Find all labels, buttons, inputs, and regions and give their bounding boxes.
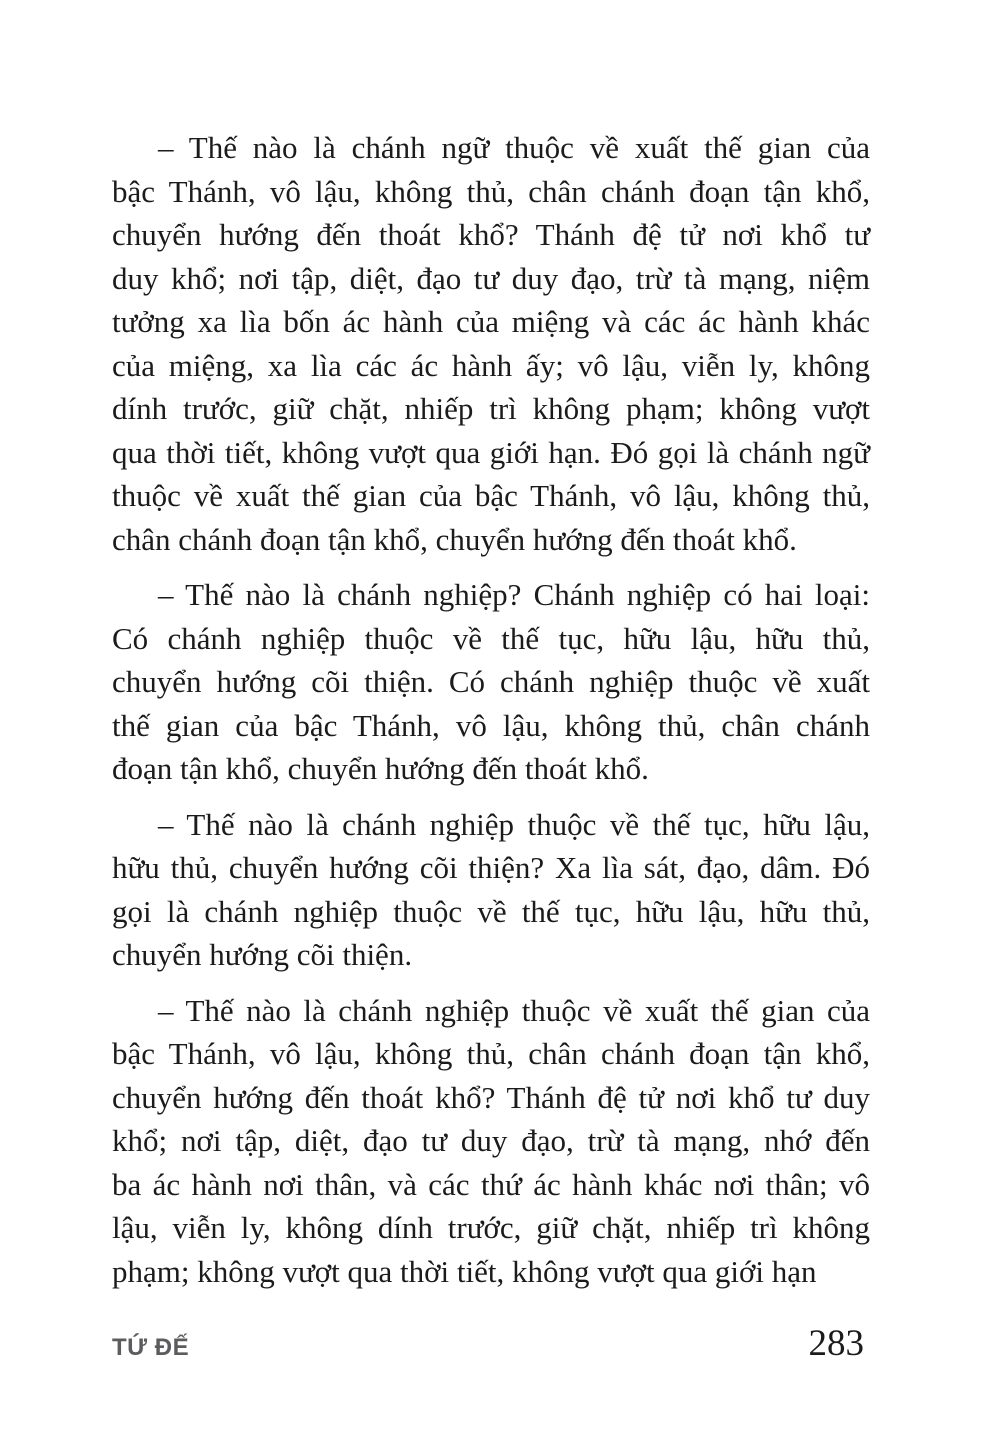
text-line: phạm; không vượt qua thời tiết, không vượt qua giới hạn xyxy=(112,1253,817,1289)
text-line: chuyển hướng đến thoát khổ? Thánh đệ tử nơi khổ tư duy xyxy=(112,1079,870,1115)
text-line: gọi là chánh nghiệp thuộc về thế tục, hữu lậu, hữu thủ, xyxy=(112,893,870,929)
text-line: của miệng, xa lìa các ác hành ấy; vô lậu, viễn ly, không xyxy=(112,347,870,383)
text-line: lậu, viễn ly, không dính trước, giữ chặt, nhiếp trì không xyxy=(112,1210,870,1245)
footer-page-number: 283 xyxy=(808,1323,864,1364)
text-line: – Thế nào là chánh nghiệp thuộc về thế tục, hữu lậu, xyxy=(158,806,870,842)
text-line: hữu thủ, chuyển hướng cõi thiện? Xa lìa sát, đạo, dâm. Đó xyxy=(112,850,870,885)
text-line: chuyển hướng cõi thiện. Có chánh nghiệp thuộc về xuất xyxy=(112,664,870,699)
text-line: đoạn tận khổ, chuyển hướng đến thoát khổ. xyxy=(112,751,649,786)
text-line: chân chánh đoạn tận khổ, chuyển hướng đến thoát khổ. xyxy=(112,521,797,557)
text-line: bậc Thánh, vô lậu, không thủ, chân chánh đoạn tận khổ, xyxy=(112,173,870,209)
text-column xyxy=(112,126,870,1305)
paragraph-chanh-nghiep-the-tuc xyxy=(112,803,870,977)
text-line: – Thế nào là chánh nghiệp thuộc về xuất thế gian của xyxy=(158,992,870,1028)
text-line: dính trước, giữ chặt, nhiếp trì không phạm; không vượt xyxy=(112,391,870,426)
paragraph-chanh-ngu-xuat-the-gian xyxy=(112,126,870,561)
text-line: tưởng xa lìa bốn ác hành của miệng và các ác hành khác xyxy=(112,304,870,339)
text-line: qua thời tiết, không vượt qua giới hạn. Đó gọi là chánh ngữ xyxy=(112,434,870,470)
page-footer xyxy=(112,1322,864,1365)
text-line: – Thế nào là chánh nghiệp? Chánh nghiệp có hai loại: xyxy=(158,577,870,612)
text-line: thuộc về xuất thế gian của bậc Thánh, vô lậu, không thủ, xyxy=(112,478,870,513)
text-line: thế gian của bậc Thánh, vô lậu, không thủ, chân chánh xyxy=(112,707,870,743)
paragraph-chanh-nghiep-xuat-the-gian xyxy=(112,989,870,1294)
text-line: – Thế nào là chánh ngữ thuộc về xuất thế gian của xyxy=(158,130,870,165)
text-line: chuyển hướng cõi thiện. xyxy=(112,937,413,972)
text-line: bậc Thánh, vô lậu, không thủ, chân chánh đoạn tận khổ, xyxy=(112,1036,870,1071)
text-line: ba ác hành nơi thân, và các thứ ác hành khác nơi thân; vô xyxy=(112,1166,870,1202)
text-line: duy khổ; nơi tập, diệt, đạo tư duy đạo, trừ tà mạng, niệm xyxy=(112,260,870,296)
text-line: Có chánh nghiệp thuộc về thế tục, hữu lậu, hữu thủ, xyxy=(112,620,870,656)
footer-section-title: TỨ ĐẾ xyxy=(112,1334,190,1361)
text-line: khổ; nơi tập, diệt, đạo tư duy đạo, trừ tà mạng, nhớ đến xyxy=(112,1123,870,1158)
text-line: chuyển hướng đến thoát khổ? Thánh đệ tử nơi khổ tư xyxy=(112,217,870,252)
paragraph-chanh-nghiep-hai-loai xyxy=(112,573,870,791)
